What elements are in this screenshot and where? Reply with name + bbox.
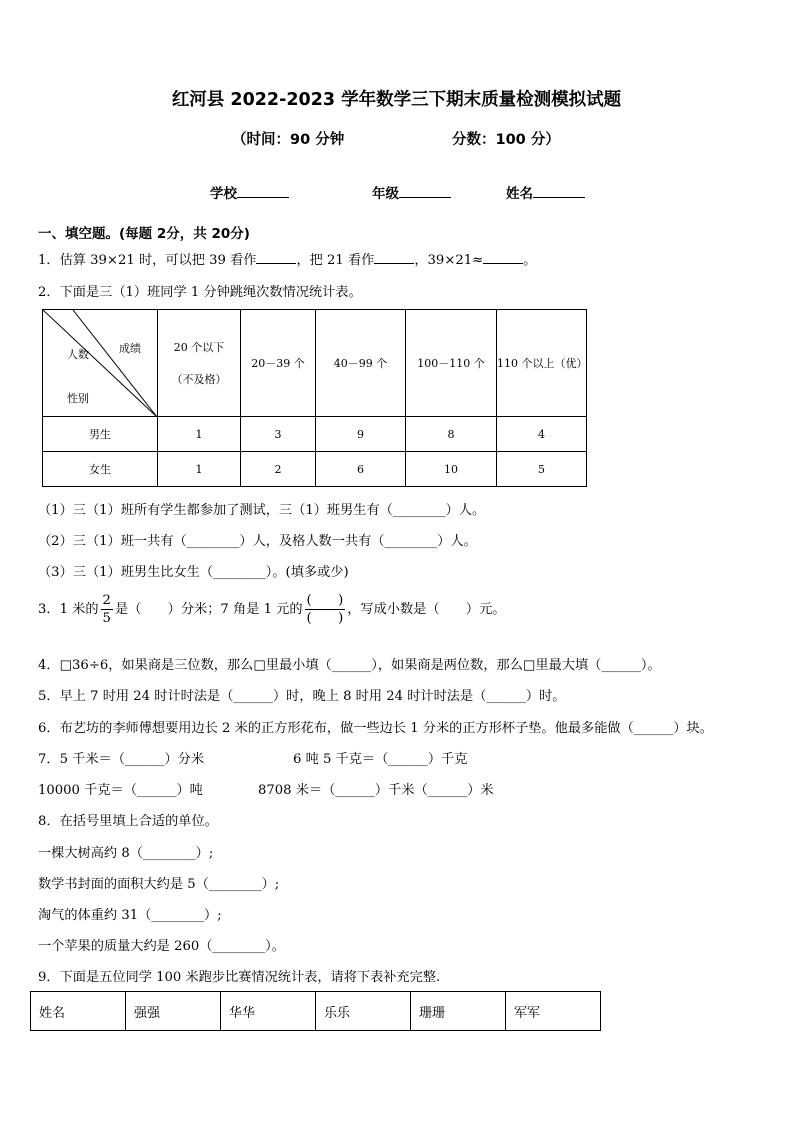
q3-text-a: 3．1 米的 (38, 602, 99, 618)
name-blank[interactable] (533, 197, 585, 198)
race-table-cell: 华华 (221, 992, 316, 1031)
race-table-cell: 军军 (506, 992, 601, 1031)
question-3 (38, 594, 505, 625)
name-field (506, 182, 585, 202)
row-label-boys: 男生 (43, 417, 158, 452)
q3-text-b: 是（ ）分米；7 角是 1 元的 (114, 602, 303, 618)
table-cell: 3 (241, 417, 316, 452)
q1-text-d: 。 (523, 253, 537, 268)
race-table-cell: 珊珊 (411, 992, 506, 1031)
school-label: 学校 (210, 186, 237, 202)
table-cell: 6 (316, 452, 406, 487)
column-header-2: 40－99 个 (316, 310, 406, 417)
fraction-blank[interactable] (305, 594, 346, 625)
column-header-0-note: （不及格） (171, 373, 227, 386)
table-cell: 4 (497, 417, 587, 452)
jump-rope-table (42, 309, 587, 487)
column-header-3: 100－110 个 (406, 310, 497, 417)
question-9-intro: 9．下面是五位同学 100 米跑步比赛情况统计表，请将下表补充完整. (38, 970, 441, 985)
race-table-cell: 强强 (126, 992, 221, 1031)
fraction-blank-numerator[interactable]: ( ) (305, 594, 346, 610)
row-label-girls: 女生 (43, 452, 158, 487)
column-header-0 (158, 310, 241, 417)
name-label: 姓名 (506, 186, 533, 202)
question-2-sub-1: （1）三（1）班所有学生都参加了测试，三（1）班男生有（________）人。 (38, 503, 486, 518)
question-4: 4．□36÷6，如果商是三位数，那么□里最小填（______），如果商是两位数，那么□里最大填（______）。 (38, 658, 661, 673)
table-corner-cell (43, 310, 158, 417)
column-header-1: 20－39 个 (241, 310, 316, 417)
page-title: 红河县 2022-2023 学年数学三下期末质量检测模拟试题 (171, 90, 622, 110)
fraction-two-fifths (101, 594, 113, 625)
question-8-item: 淘气的体重约 31（________）; (38, 908, 222, 923)
table-row (31, 992, 601, 1031)
race-table-header-name: 姓名 (31, 992, 126, 1031)
question-8-intro: 8．在括号里填上合适的单位。 (38, 814, 218, 829)
question-2-sub-3: （3）三（1）班男生比女生（________）。(填多或少) (38, 565, 349, 580)
question-2-sub-2: （2）三（1）班一共有（________）人，及格人数一共有（________）人。 (38, 534, 477, 549)
school-field (210, 182, 289, 202)
fraction-blank-denominator[interactable]: ( ) (306, 611, 344, 627)
question-5: 5．早上 7 时用 24 时计时法是（______）时，晚上 8 时用 24 时计时法是（______）时。 (38, 689, 566, 704)
table-row (43, 417, 587, 452)
column-header-0-label: 20 个以下 (173, 341, 225, 354)
table-cell: 9 (316, 417, 406, 452)
q1-blank-2[interactable] (374, 263, 414, 264)
corner-gender-label: 性别 (67, 392, 89, 405)
question-7-b: 6 吨 5 千克＝（______）千克 (293, 752, 468, 767)
q1-blank-1[interactable] (256, 263, 296, 264)
corner-score-label: 成绩 (119, 342, 141, 355)
question-7-c: 10000 千克＝（______）吨 (38, 783, 203, 798)
table-cell: 8 (406, 417, 497, 452)
exam-time: （时间：90 分钟 (232, 132, 345, 148)
column-header-4: 110 个以上（优） (497, 310, 587, 417)
q1-text-a: 1．估算 39×21 时，可以把 39 看作 (38, 253, 257, 268)
grade-blank[interactable] (399, 197, 451, 198)
table-cell: 10 (406, 452, 497, 487)
section-heading: 一、填空题。(每题 2分，共 20分) (38, 226, 250, 242)
q1-text-b: ，把 21 看作 (296, 253, 375, 268)
race-table (30, 991, 601, 1031)
question-8-item: 一个苹果的质量大约是 260（________）。 (38, 939, 285, 954)
question-7-a: 7．5 千米＝（______）分米 (38, 752, 205, 767)
question-2-intro: 2．下面是三（1）班同学 1 分钟跳绳次数情况统计表。 (38, 285, 362, 300)
q1-blank-3[interactable] (483, 263, 523, 264)
q1-text-c: ，39×21≈ (414, 253, 484, 268)
question-7-d: 8708 米＝（______）千米（______）米 (258, 783, 494, 798)
table-row (43, 452, 587, 487)
question-1 (38, 249, 536, 268)
table-cell: 1 (158, 452, 241, 487)
corner-count-label: 人数 (67, 348, 89, 361)
grade-field (372, 182, 451, 202)
fraction-denominator: 5 (102, 611, 111, 627)
table-cell: 2 (241, 452, 316, 487)
table-cell: 5 (497, 452, 587, 487)
question-8-item: 数学书封面的面积大约是 5（________）; (38, 877, 280, 892)
q3-text-c: ，写成小数是（ ）元。 (347, 602, 506, 618)
diagonal-lines (43, 310, 157, 417)
race-table-cell: 乐乐 (316, 992, 411, 1031)
question-6: 6．布艺坊的李师傅想要用边长 2 米的正方形花布，做一些边长 1 分米的正方形杯子垫。他最多能做（______）块。 (38, 721, 713, 736)
fraction-numerator: 2 (101, 594, 113, 610)
grade-label: 年级 (372, 186, 399, 202)
question-8-item: 一棵大树高约 8（________）; (38, 846, 214, 861)
table-cell: 1 (158, 417, 241, 452)
exam-score: 分数：100 分） (452, 132, 560, 148)
school-blank[interactable] (237, 197, 289, 198)
